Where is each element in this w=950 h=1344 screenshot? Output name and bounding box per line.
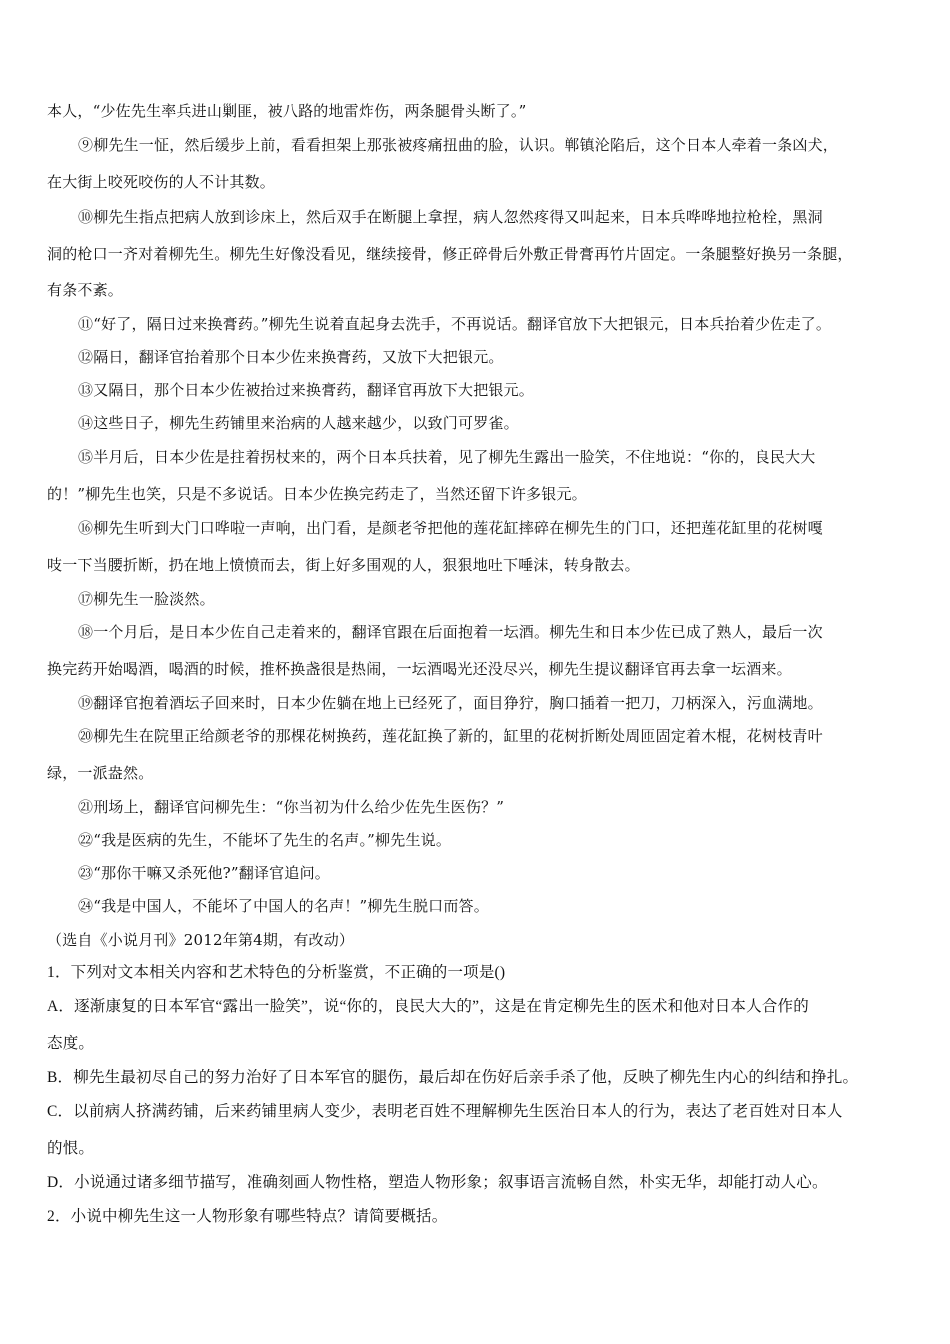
option-c: C．以前病人挤满药铺，后来药铺里病人变少，表明老百姓不理解柳先生医治日本人的行为，表达了老百姓对日本人 bbox=[47, 1103, 843, 1120]
paragraph-16: ⑯柳先生听到大门口哗啦一声响，出门看，是颜老爷把他的莲花缸摔碎在柳先生的门口，还把莲花缸里的花树嘎 bbox=[78, 519, 823, 537]
paragraph-20: ⑳柳先生在院里正给颜老爷的那棵花树换药，莲花缸换了新的，缸里的花树折断处周匝固定着木棍，花树枝青叶 bbox=[78, 727, 823, 745]
paragraph-15: ⑮半月后，日本少佐是拄着拐杖来的，两个日本兵扶着，见了柳先生露出一脸笑，不住地说：“你的，良民大大 bbox=[78, 448, 816, 466]
paragraph-11: ⑪“好了，隔日过来换膏药。”柳先生说着直起身去洗手，不再说话。翻译官放下大把银元，日本兵抬着少佐走了。 bbox=[78, 315, 832, 333]
paragraph-12: ⑫隔日，翻译官抬着那个日本少佐来换膏药，又放下大把银元。 bbox=[78, 348, 504, 366]
paragraph-19: ⑲翻译官抱着酒坛子回来时，日本少佐躺在地上已经死了，面目狰狞，胸口插着一把刀，刀柄深入，污血满地。 bbox=[78, 694, 823, 712]
text-line: 换完药开始喝酒，喝酒的时候，推杯换盏很是热闹，一坛酒喝光还没尽兴，柳先生提议翻译官再去拿一坛酒来。 bbox=[47, 660, 792, 678]
paragraph-10: ⑩柳先生指点把病人放到诊床上，然后双手在断腿上拿捏，病人忽然疼得又叫起来，日本兵哗哗地拉枪栓，黑洞 bbox=[78, 208, 823, 226]
text-line: 吱一下当腰折断，扔在地上愤愤而去，街上好多围观的人，狠狠地吐下唾沫，转身散去。 bbox=[47, 556, 640, 574]
option-a-continued: 态度。 bbox=[47, 1035, 95, 1052]
option-c-continued: 的恨。 bbox=[47, 1140, 95, 1157]
paragraph-17: ⑰柳先生一脸淡然。 bbox=[78, 590, 215, 608]
option-d: D．小说通过诸多细节描写，准确刻画人物性格，塑造人物形象；叙事语言流畅自然，朴实无华，却能打动人心。 bbox=[47, 1174, 828, 1191]
question-1: 1．下列对文本相关内容和艺术特色的分析鉴赏，不正确的一项是() bbox=[47, 964, 506, 981]
option-b: B．柳先生最初尽自己的努力治好了日本军官的腿伤，最后却在伤好后亲手杀了他，反映了柳先生内心的纠结和挣扎。 bbox=[47, 1069, 859, 1086]
paragraph-14: ⑭这些日子，柳先生药铺里来治病的人越来越少，以致门可罗雀。 bbox=[78, 414, 519, 432]
paragraph-18: ⑱一个月后，是日本少佐自己走着来的，翻译官跟在后面抱着一坛酒。柳先生和日本少佐已成了熟人，最后一次 bbox=[78, 623, 823, 641]
text-line: 有条不紊。 bbox=[47, 281, 124, 299]
source-citation: （选自《小说月刊》2012年第4期，有改动） bbox=[47, 931, 355, 949]
paragraph-9: ⑨柳先生一怔，然后缓步上前，看看担架上那张被疼痛扭曲的脸，认识。郸镇沦陷后，这个日本人牵着一条凶犬， bbox=[78, 136, 839, 154]
text-line: 本人，“少佐先生率兵进山剿匪，被八路的地雷炸伤，两条腿骨头断了。” bbox=[47, 102, 527, 120]
text-line: 在大街上咬死咬伤的人不计其数。 bbox=[47, 173, 276, 191]
text-line: 绿，一派盎然。 bbox=[47, 764, 154, 782]
text-line: 的！”柳先生也笑，只是不多说话。日本少佐换完药走了，当然还留下许多银元。 bbox=[47, 485, 587, 503]
question-2: 2．小说中柳先生这一人物形象有哪些特点？请简要概括。 bbox=[47, 1208, 448, 1225]
paragraph-22: ㉒“我是医病的先生，不能坏了先生的名声。”柳先生说。 bbox=[78, 831, 452, 849]
paragraph-21: ㉑刑场上，翻译官问柳先生：“你当初为什么给少佐先生医伤？” bbox=[78, 798, 505, 816]
text-line: 洞的枪口一齐对着柳先生。柳先生好像没看见，继续接骨，修正碎骨后外敷正骨膏再竹片固定。一条腿整好换另一条腿， bbox=[47, 245, 853, 263]
option-a: A．逐渐康复的日本军官“露出一脸笑”，说“你的，良民大大的”，这是在肯定柳先生的医术和他对日本人合作的 bbox=[47, 998, 809, 1015]
paragraph-13: ⑬又隔日，那个日本少佐被抬过来换膏药，翻译官再放下大把银元。 bbox=[78, 381, 535, 399]
paragraph-23: ㉓“那你干嘛又杀死他?”翻译官追问。 bbox=[78, 864, 330, 882]
paragraph-24: ㉔“我是中国人，不能坏了中国人的名声！”柳先生脱口而答。 bbox=[78, 897, 489, 915]
